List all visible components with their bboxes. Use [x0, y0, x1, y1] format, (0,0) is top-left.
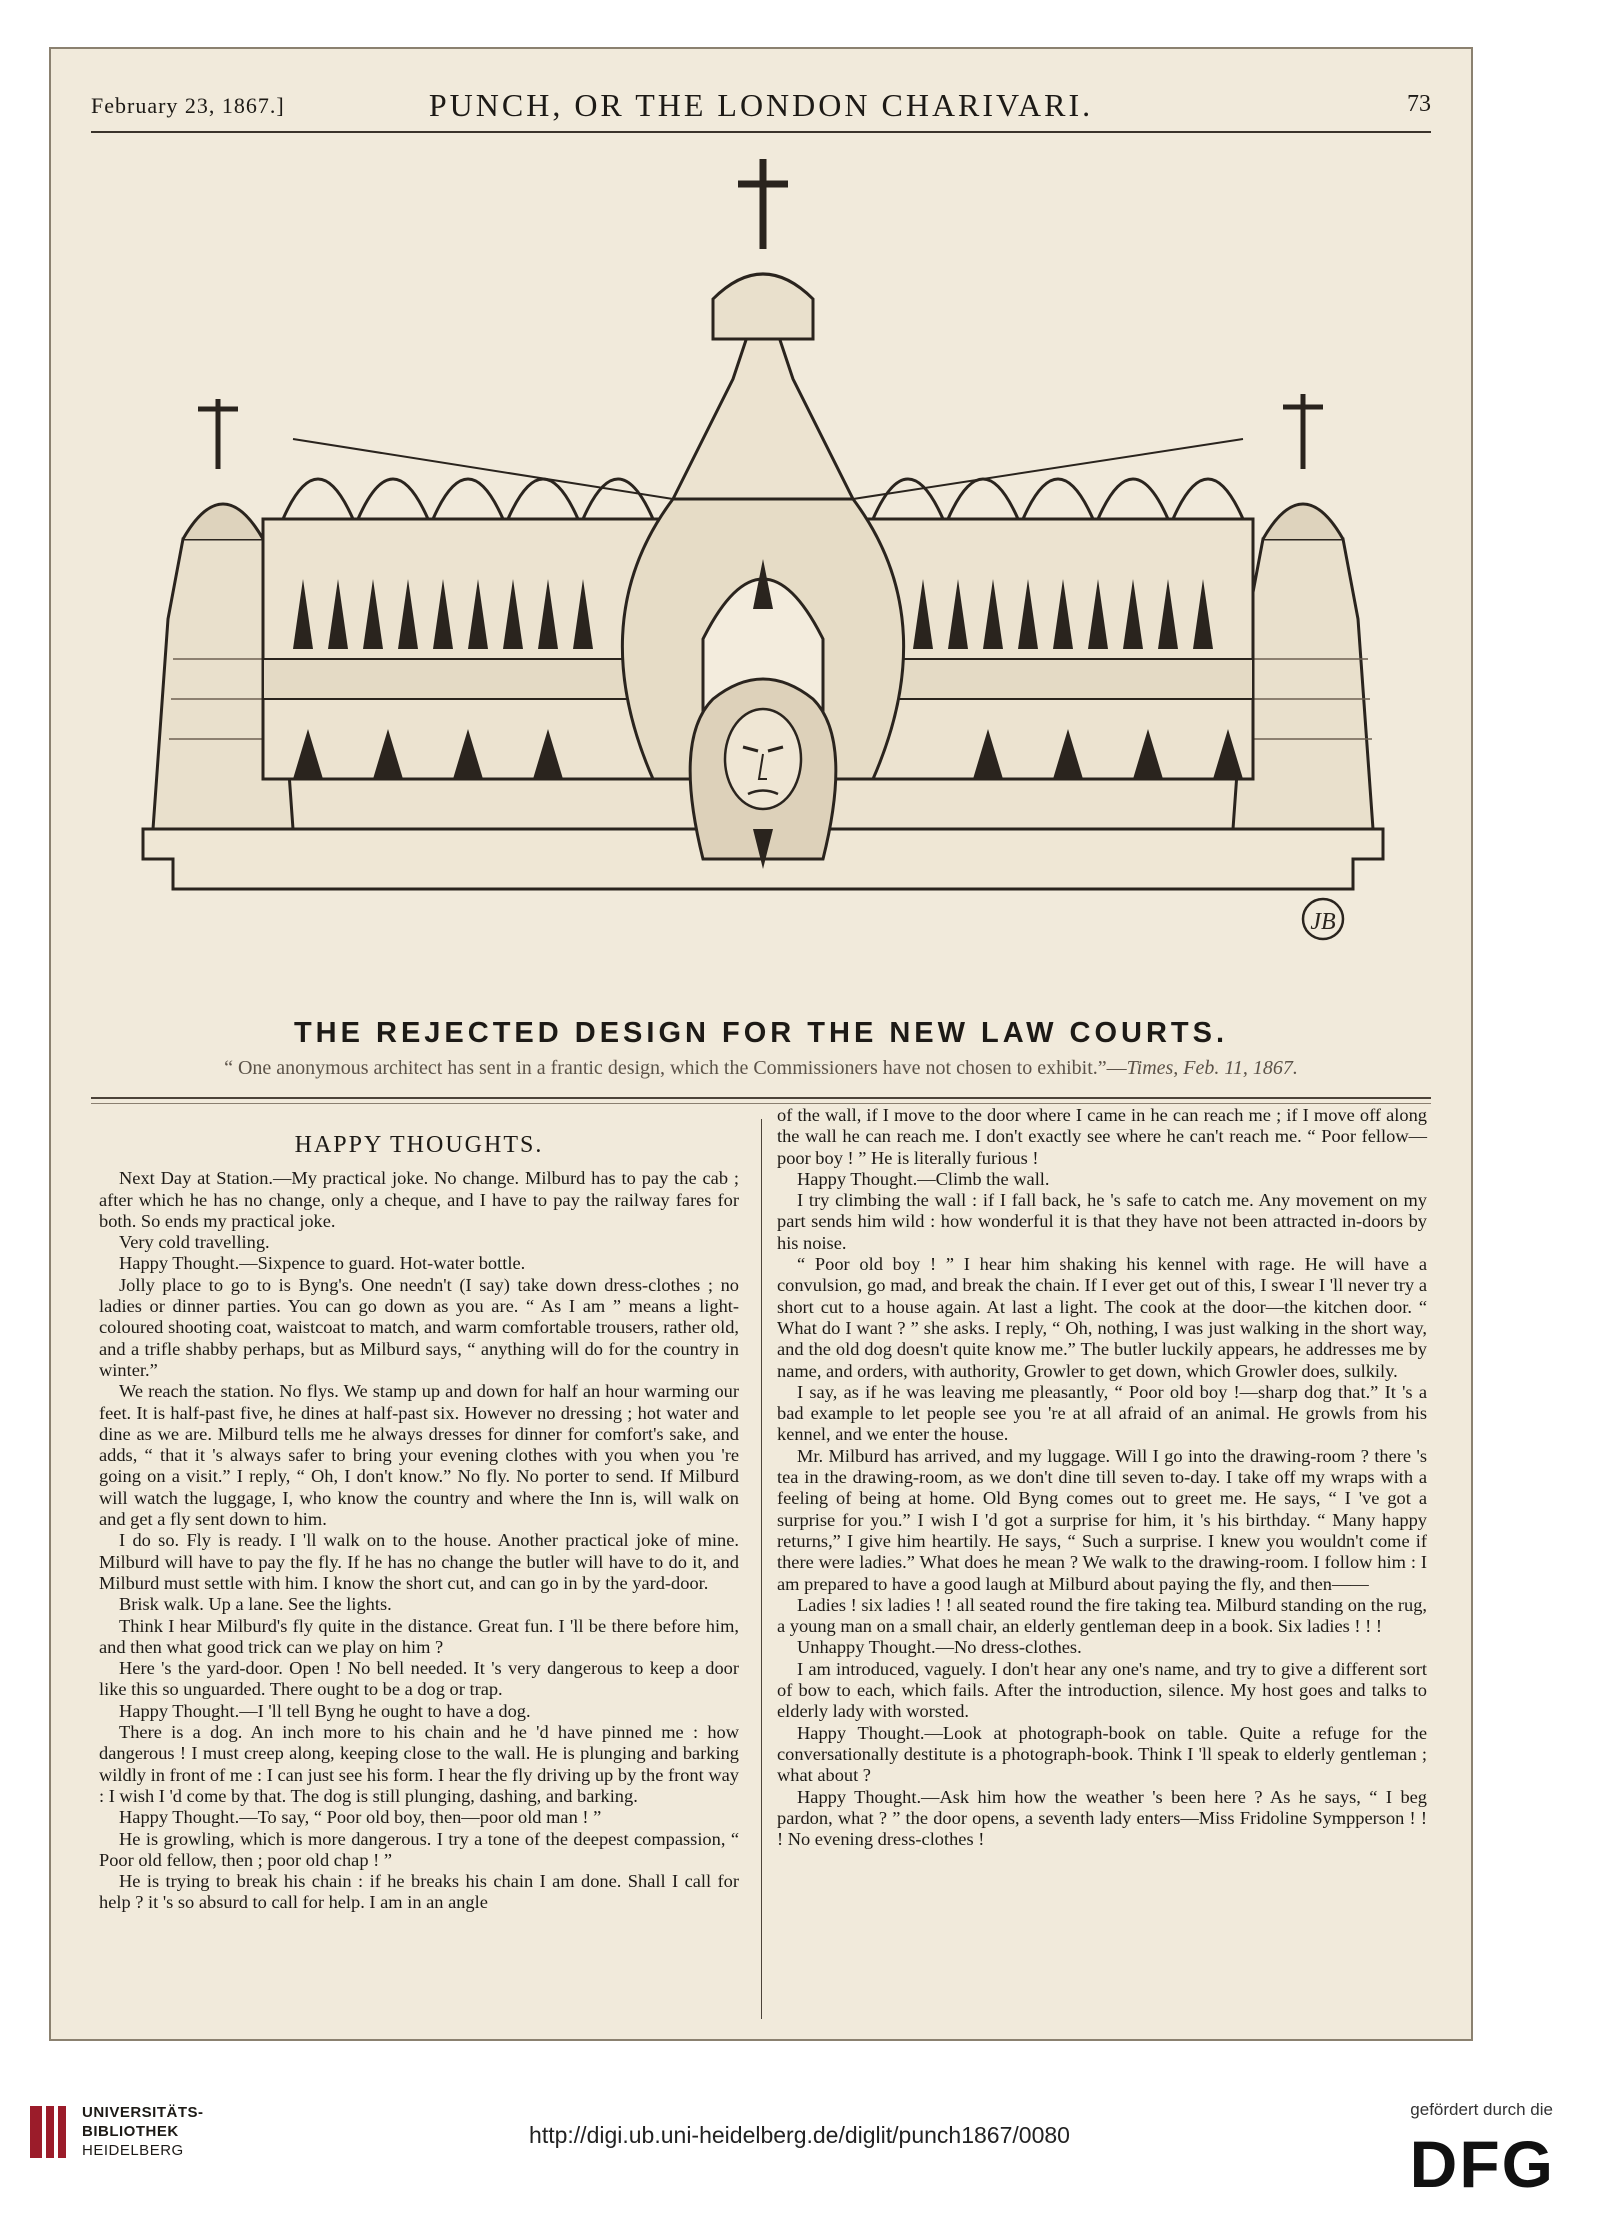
palace-of-wigs-drawing [113, 139, 1413, 1019]
judge-figure [690, 679, 836, 869]
paragraph: Next Day at Station.—My practical joke. No change. Milburd has to pay the cab ; after which he has no change, only a cheque, and I have to pay the railway fares for both. So ends my practical joke. [99, 1168, 739, 1231]
paragraph: He is growling, which is more dangerous. I try a tone of the deepest compassion, “ Poor old fellow, then ; poor old chap ! ” [99, 1828, 739, 1870]
funding-note: gefördert durch die [1410, 2100, 1553, 2119]
library-name-line-1: UNIVERSITÄTS- [82, 2104, 204, 2121]
page-number: 73 [1407, 91, 1431, 117]
column-separator [761, 1119, 762, 2019]
library-name-line-3: HEIDELBERG [82, 2142, 184, 2159]
caption-quote [121, 1057, 1401, 1080]
cartoon-caption: THE REJECTED DESIGN FOR THE NEW LAW COURTS. [293, 1017, 1229, 1049]
scanned-page [49, 47, 1473, 2041]
library-name-line-2: BIBLIOTHEK [82, 2123, 179, 2140]
article-heading: HAPPY THOUGHTS. [294, 1132, 544, 1158]
paragraph: of the wall, if I move to the door where I came in he can reach me ; if I move off along the wall he can reach me. I don't exactly see where he can't reach me. “ Poor fellow—poor boy ! ” He is literally furious ! [777, 1105, 1427, 1168]
signature-text: JB [1310, 909, 1336, 935]
paragraph: I say, as if he was leaving me pleasantly, “ Poor old boy !—sharp dog that.” It 's a bad example to let people see you 're at all afraid of an animal. He growls from his kennel, and we enter the house. [777, 1381, 1427, 1445]
paragraph: Brisk walk. Up a lane. See the lights. [119, 1594, 392, 1615]
paragraph: I am introduced, vaguely. I don't hear any one's name, and try to give a different sort of bow to each, which fails. After the introduction, silence. My host goes and talks to elderly lady with worsted. [777, 1658, 1427, 1722]
paragraph: Ladies ! six ladies ! ! all seated round the fire taking tea. Milburd standing on the rug, a young man on a small chair, an elderly gentleman deep in a book. Six ladies ! ! ! [777, 1594, 1427, 1637]
article-column-right [777, 1105, 1427, 1850]
paragraph: Happy Thought.—Ask him how the weather 's been here ? As he says, “ I beg pardon, what ? ” the door opens, a seventh lady enters—Miss Fridoline Sympperson ! ! ! No evening dress-clothes ! [777, 1786, 1427, 1850]
viewer-footer [0, 2066, 1599, 2233]
paragraph: Jolly place to go to is Byng's. One needn't (I say) take down dress-clothes ; no ladies or dinner parties. You can go down as you are. “ As I am ” means a light-coloured shooting coat, waistcoat to match, and warm comfortable trousers, rather old, and a trifle shabby perhaps, but as Milburd says, “ anything will do for the country in winter.” [99, 1274, 739, 1380]
paragraph: Very cold travelling. [119, 1232, 270, 1253]
paragraph: Here 's the yard-door. Open ! No bell needed. It 's very dangerous to keep a door like this so unguarded. There ought to be a dog or trap. [99, 1658, 739, 1700]
paragraph: Happy Thought.—To say, “ Poor old boy, then—poor old man ! ” [119, 1807, 602, 1828]
dfg-logo[interactable]: DFG [1409, 2127, 1555, 2201]
paragraph: Happy Thought.—I 'll tell Byng he ought to have a dog. [119, 1700, 531, 1721]
paragraph: I try climbing the wall : if I fall back, he 's safe to catch me. Any movement on my part sends him wild : how wonderful it is that they have not been attracted in-doors by his noise. [777, 1190, 1427, 1253]
page-header [91, 83, 1431, 133]
paragraph: Happy Thought.—Look at photograph-book on table. Quite a refuge for the conversationally destitute is a photograph-book. Think I 'll speak to elderly gentleman ; what about ? [777, 1722, 1427, 1786]
paragraph: Mr. Milburd has arrived, and my luggage. Will I go into the drawing-room ? there 's tea in the drawing-room, as we don't dine till seven to-day. I take off my wraps with a feeling of being at home. Old Byng comes out to greet me. He says, “ I 've got a surprise for you.” I wish I 'd got a surprise for him, it 's his birthday. “ Many happy returns,” I give him heartily. He says, “ Such a surprise. I knew you wouldn't come if there were ladies.” What does he mean ? We walk to the drawing-room. I follow him : I am prepared to have a good laugh at Milburd about paying the fly, and then—— [777, 1445, 1427, 1594]
article-column-left [99, 1121, 739, 1914]
quote-text: “ One anonymous architect has sent in a frantic design, which the Commissioners have not chosen to exhibit.”— [224, 1057, 1127, 1079]
paragraph: Unhappy Thought.—No dress-clothes. [797, 1637, 1082, 1658]
paragraph: He is trying to break his chain : if he breaks his chain I am done. Shall I call for help ? it 's so absurd to call for help. I am in an angle [99, 1871, 739, 1913]
paragraph: We reach the station. No flys. We stamp up and down for half an hour warming our feet. It is half-past five, he dines at half-past six. However no dressing ; hot water and dine as we are. Milburd tells me he always dresses for dinner for comfort's sake, and adds, “ that it 's always safer to bring your evening clothes with you when you 're going on a visit.” I reply, “ Oh, I don't know.” No fly. No porter to send. If Milburd will watch the luggage, I, who know the country and where the Inn is, will walk on and get a fly sent down to him. [99, 1381, 739, 1530]
paragraph: Think I hear Milburd's fly quite in the distance. Great fun. I 'll be there before him, and then what good trick can we play on him ? [99, 1615, 739, 1657]
divider-thin [91, 1103, 1431, 1104]
paragraph: There is a dog. An inch more to his chain and he 'd have pinned me : how dangerous ! I must creep along, keeping close to the wall. He is plunging and barking wildly in front of me : I can just see his form. I hear the fly driving up by the front way : I wish I 'd come by that. The dog is still plunging, dashing, and barking. [99, 1722, 739, 1806]
paragraph: Happy Thought.—Sixpence to guard. Hot-water bottle. [119, 1253, 526, 1274]
document-url-link[interactable]: http://digi.ub.uni-heidelberg.de/diglit/punch1867/0080 [529, 2122, 1070, 2148]
header-title: PUNCH, OR THE LONDON CHARIVARI. [428, 87, 1094, 123]
paragraph: Happy Thought.—Climb the wall. [797, 1168, 1050, 1189]
divider [91, 1097, 1431, 1099]
paragraph: I do so. Fly is ready. I 'll walk on to the house. Another practical joke of mine. Milburd will have to pay the fly. If he has no change the butler will have to do it, and Milburd must settle with him. I know the short cut, and can go in by the yard-door. [99, 1530, 739, 1593]
cartoon-illustration [113, 139, 1413, 1019]
quote-source: Times, Feb. 11, 1867. [1126, 1057, 1298, 1079]
paragraph: “ Poor old boy ! ” I hear him shaking his kennel with rage. He will have a convulsion, go mad, and break the chain. If I ever get out of this, I swear I 'll never try a short cut to a house again. At last a light. The cook at the door—the kitchen door. “ What do I want ? ” she asks. I reply, “ Oh, nothing, I was just walking in the short way, and the old dog doesn't quite know me.” The butler luckily appears, he addresses me by name, and orders, with authority, Growler to get down, which Growler does, sulkily. [777, 1254, 1427, 1381]
header-date: February 23, 1867.] [91, 93, 285, 118]
